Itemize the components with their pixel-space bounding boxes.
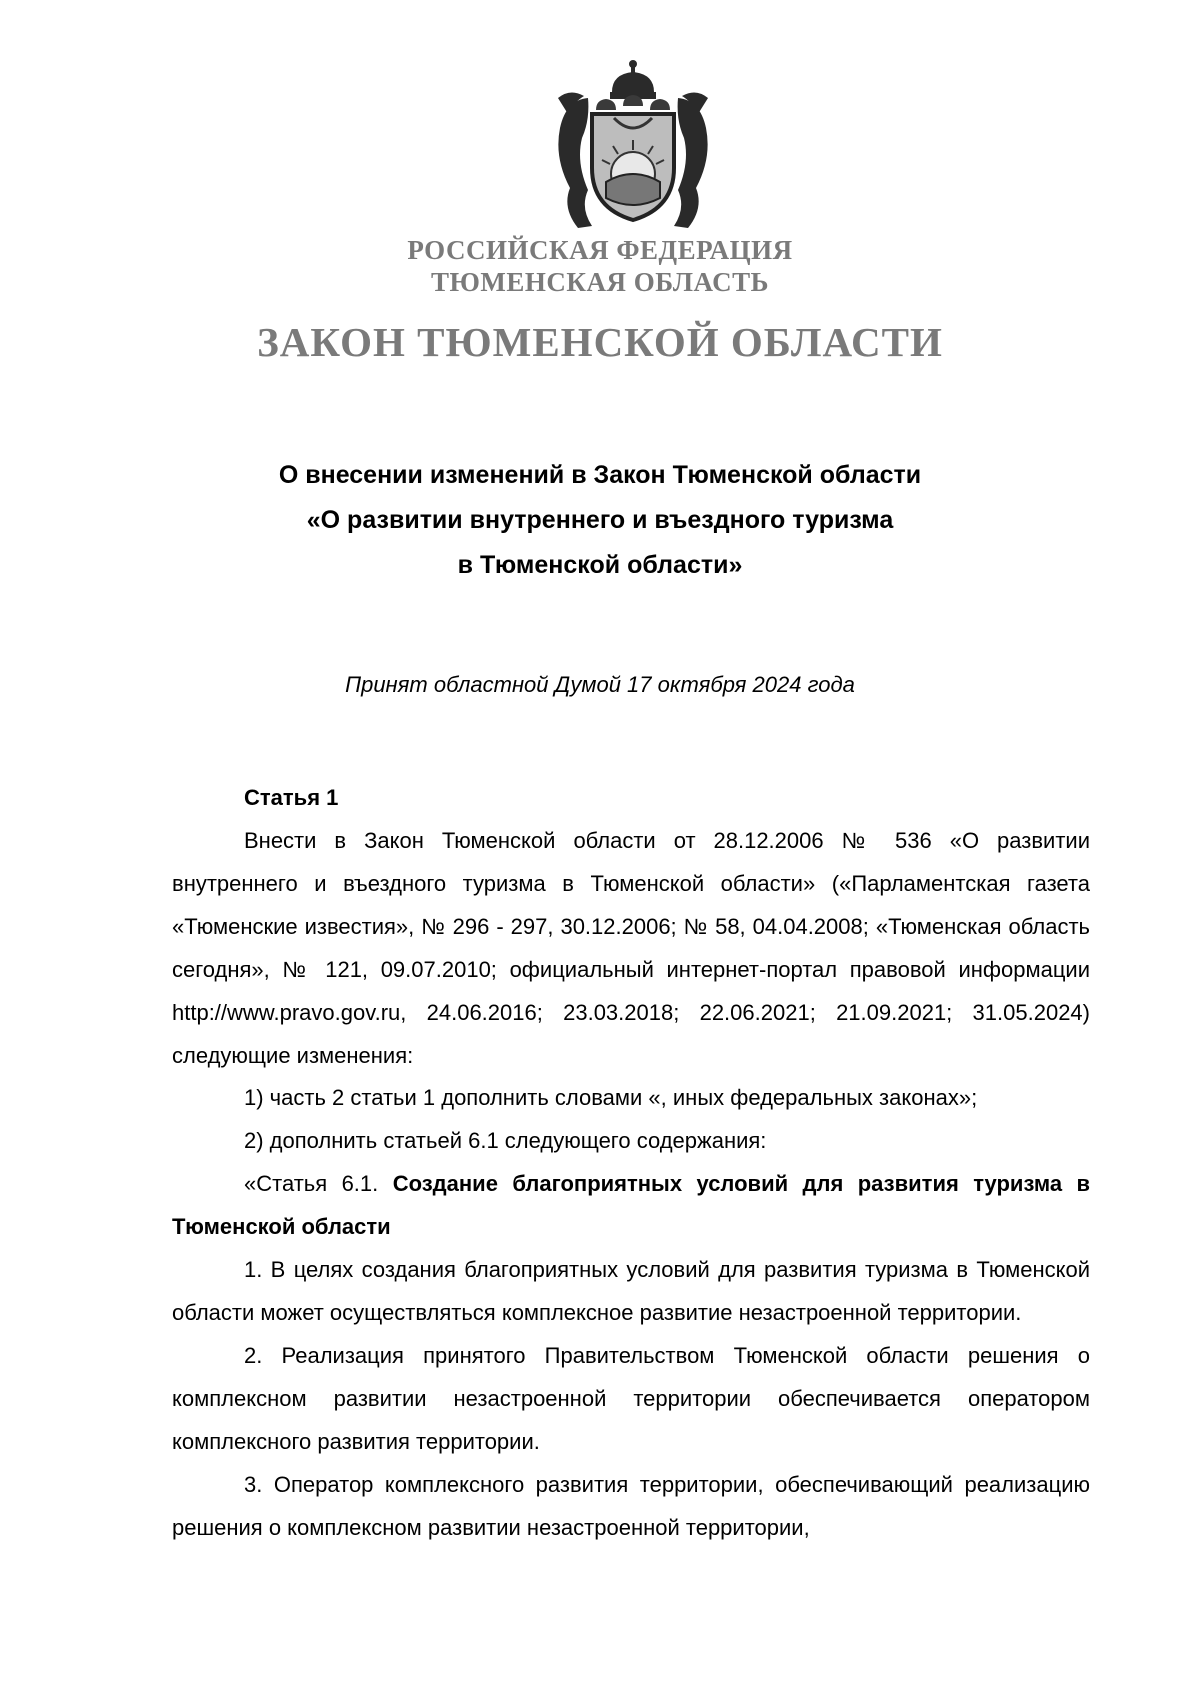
region-heading: ТЮМЕНСКАЯ ОБЛАСТЬ — [430, 267, 770, 297]
article-heading: Статья 1 — [244, 785, 339, 810]
law-title-line-3: в Тюменской области» — [457, 551, 743, 579]
article-intro-paragraph: Внести в Закон Тюменской области от 28.12.2006 № 536 «О развитии внутреннего и въездного туризма в Тюменской области» («Парламентская газета «Тюменские известия», № 296 - 297, 30.12.2006; № 58, 04.04.2008; «Тюменская область сегодня», № 121, 09.07.2010; официальный интернет-портал правовой информации http://www.pravo.gov.ru, 24.06.2016; 23.03.2018; 22.06.2021; 21.09.2021; 31.05.2024) следующие изменения: — [172, 828, 1090, 1068]
law-title-line-1: О внесении изменений в Закон Тюменской области — [278, 461, 922, 489]
amendment-item-1: 1) часть 2 статьи 1 дополнить словами «, иных федеральных законах»; — [244, 1085, 978, 1111]
amendment-item-2: 2) дополнить статьей 6.1 следующего содержания: — [244, 1128, 767, 1154]
new-article-paragraph-1: 1. В целях создания благоприятных условий для развития туризма в Тюменской области может осуществляться комплексное развитие незастроенной территории. — [172, 1257, 1090, 1325]
law-title — [0, 453, 1200, 588]
adoption-note: Принят областной Думой 17 октября 2024 года — [345, 672, 855, 697]
new-article-paragraph-3: 3. Оператор комплексного развития территории, обеспечивающий реализацию решения о комплексном развитии незастроенной территории, — [172, 1471, 1090, 1540]
coat-of-arms-icon — [540, 58, 726, 234]
new-article-prefix: «Статья 6.1. — [244, 1171, 393, 1197]
country-heading: РОССИЙСКАЯ ФЕДЕРАЦИЯ — [407, 235, 793, 265]
document-type-heading: ЗАКОН ТЮМЕНСКОЙ ОБЛАСТИ — [257, 319, 943, 365]
law-title-line-2: «О развитии внутреннего и въездного туризма — [306, 506, 894, 534]
new-article-heading — [172, 1163, 1090, 1249]
new-article-paragraph-2: 2. Реализация принятого Правительством Тюменской области решения о комплексном развитии незастроенной территории обеспечивается оператором комплексного развития территории. — [172, 1342, 1090, 1454]
new-article-title: Создание благоприятных условий для развития туризма в Тюменской области — [172, 1171, 1091, 1240]
article-body — [172, 820, 1090, 1549]
